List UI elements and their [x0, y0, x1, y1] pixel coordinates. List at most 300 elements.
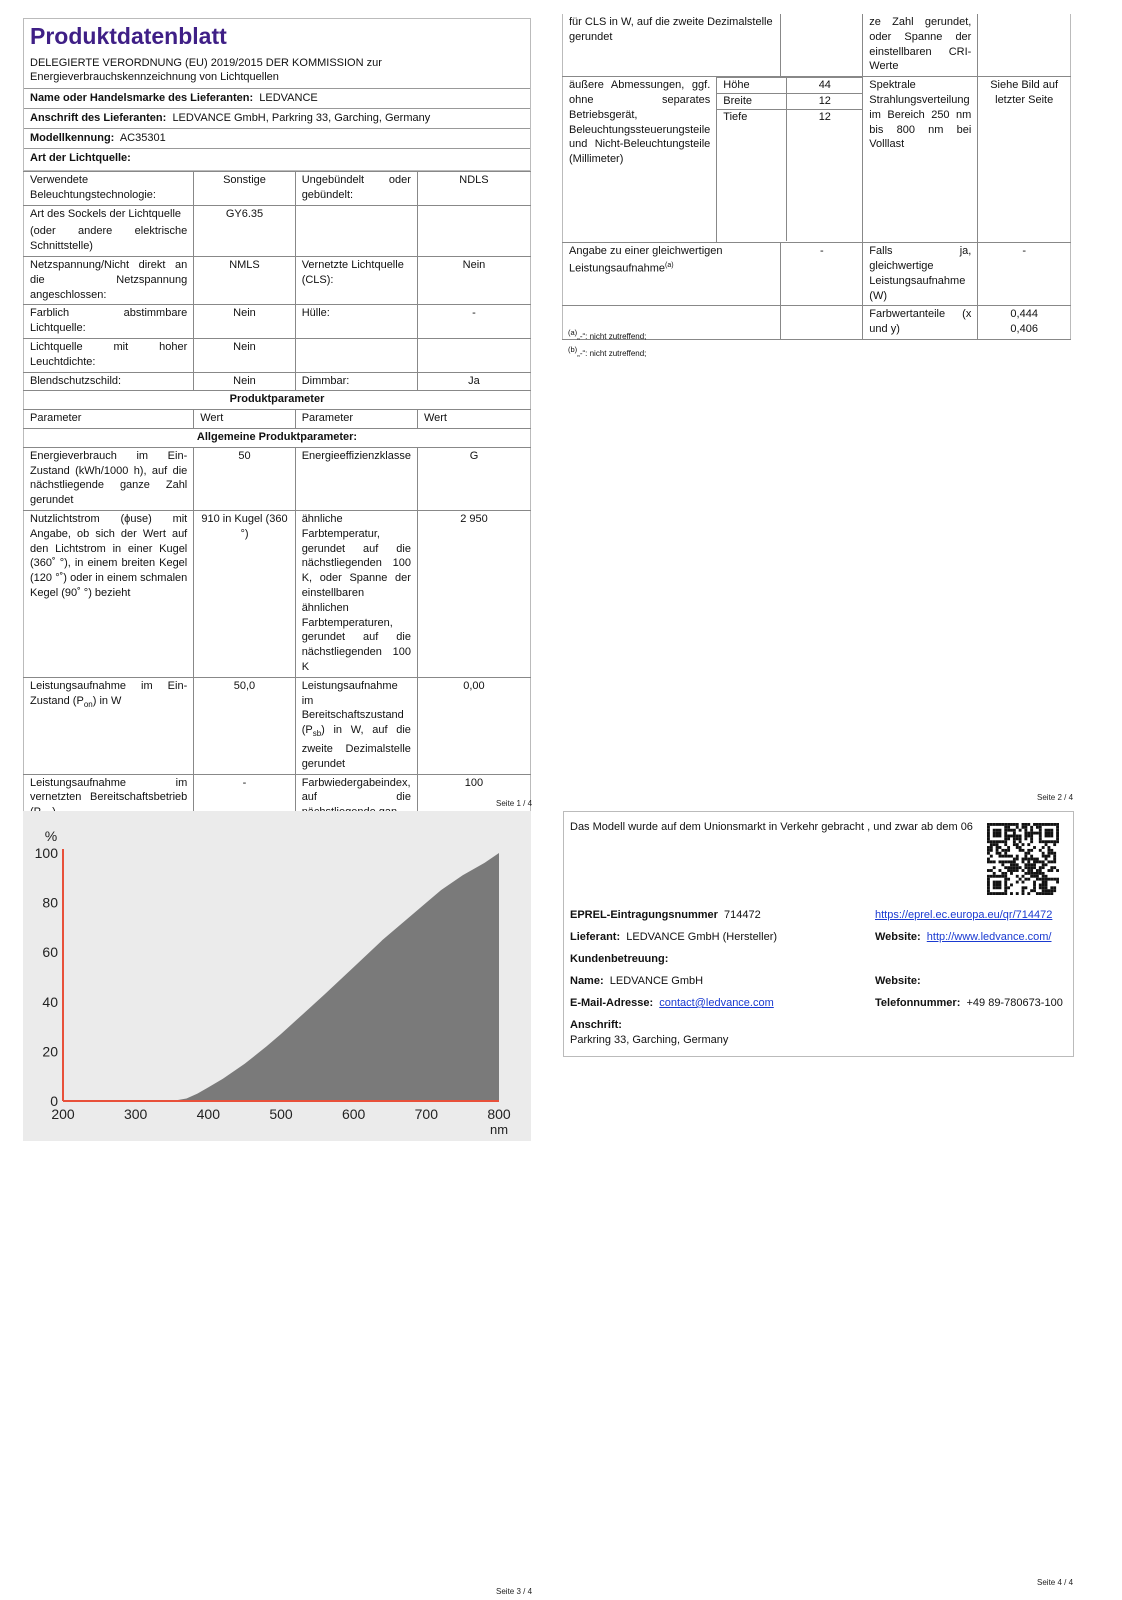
qr-module — [1013, 866, 1016, 869]
qr-module — [990, 860, 993, 863]
qr-module — [1036, 878, 1039, 881]
website2-row — [875, 975, 921, 987]
qr-module — [1027, 869, 1030, 872]
footnote-a — [568, 326, 646, 344]
qr-module — [1024, 878, 1027, 881]
table-row — [563, 77, 1071, 243]
qr-module — [1004, 840, 1007, 843]
eprel-label: EPREL-Eintragungsnummer — [570, 909, 718, 921]
qr-module — [1030, 849, 1033, 852]
qr-module — [1004, 886, 1007, 889]
qr-module — [1024, 866, 1027, 869]
qr-module — [1016, 835, 1019, 838]
eprel-link[interactable]: https://eprel.ec.europa.eu/qr/714472 — [875, 909, 1053, 921]
page-title: Produktdatenblatt — [30, 23, 227, 49]
qr-module — [993, 835, 996, 838]
qr-module — [1036, 875, 1039, 878]
qr-module — [996, 883, 999, 886]
qr-module — [1045, 883, 1048, 886]
qr-module — [993, 832, 996, 835]
param-cell: Energieeffizienzklasse — [295, 447, 417, 510]
qr-module — [1016, 866, 1019, 869]
qr-module — [1053, 889, 1056, 892]
supplier-address-label: Anschrift des Lieferanten: — [30, 112, 167, 124]
qr-module — [1019, 835, 1022, 838]
value-cell: Sonstige — [194, 172, 295, 206]
value-cell: 910 in Kugel (360 °) — [194, 510, 295, 677]
model-label: Modellkennung: — [30, 132, 115, 144]
qr-module — [1013, 869, 1016, 872]
table-row — [24, 338, 531, 372]
qr-module — [999, 835, 1002, 838]
qr-module — [1004, 849, 1007, 852]
qr-module — [990, 855, 993, 858]
qr-module — [1045, 858, 1048, 861]
qr-module — [1039, 837, 1042, 840]
qr-module — [1053, 852, 1056, 855]
qr-module — [1050, 886, 1053, 889]
qr-module — [1042, 892, 1045, 895]
qr-module — [1039, 840, 1042, 843]
email-row — [570, 997, 774, 1009]
website-link[interactable]: http://www.ledvance.com/ — [926, 931, 1052, 943]
qr-module — [1016, 863, 1019, 866]
qr-module — [987, 892, 990, 895]
value-cell: Nein — [194, 305, 295, 339]
qr-module — [1027, 832, 1030, 835]
qr-module — [1056, 829, 1059, 832]
qr-module — [1039, 883, 1042, 886]
qr-module — [1004, 832, 1007, 835]
qr-module — [1047, 852, 1050, 855]
qr-module — [987, 869, 990, 872]
qr-module — [996, 875, 999, 878]
dimension-row — [717, 109, 862, 241]
qr-module — [1030, 829, 1033, 832]
email-link[interactable]: contact@ledvance.com — [659, 997, 774, 1009]
qr-module — [1053, 840, 1056, 843]
qr-module — [1030, 840, 1033, 843]
qr-module — [999, 881, 1002, 884]
qr-module — [1042, 881, 1045, 884]
table-row — [24, 428, 531, 447]
qr-module — [1047, 840, 1050, 843]
qr-module — [1050, 832, 1053, 835]
qr-module — [1016, 823, 1019, 826]
y-axis-label: % — [44, 828, 58, 844]
qr-module — [996, 849, 999, 852]
qr-module — [993, 840, 996, 843]
qr-module — [990, 849, 993, 852]
qr-module — [987, 889, 990, 892]
qr-module — [1027, 892, 1030, 895]
qr-module — [1042, 886, 1045, 889]
qr-module — [1007, 823, 1010, 826]
qr-module — [1001, 892, 1004, 895]
spec-table — [23, 171, 531, 826]
name-row — [570, 975, 703, 987]
x-tick-label: 600 — [341, 1106, 366, 1122]
qr-module — [1016, 892, 1019, 895]
value-cell: - — [194, 774, 295, 826]
qr-module — [1042, 889, 1045, 892]
table-row — [24, 447, 531, 510]
value-cell: NMLS — [194, 256, 295, 304]
qr-module — [1045, 875, 1048, 878]
address-value: Parkring 33, Garching, Germany — [570, 1034, 729, 1046]
model-id: AC35301 — [119, 132, 166, 144]
qr-module — [1036, 872, 1039, 875]
power-on-sub: on — [83, 699, 93, 709]
param-cell: Lichtquelle mit hoher Leuchtdichte: — [24, 338, 194, 372]
qr-module — [1010, 823, 1013, 826]
qr-module — [1016, 843, 1019, 846]
qr-module — [993, 843, 996, 846]
qr-module — [1007, 826, 1010, 829]
qr-module — [999, 892, 1002, 895]
qr-module — [1027, 866, 1030, 869]
qr-module — [1050, 823, 1053, 826]
qr-module — [1024, 855, 1027, 858]
column-header: Parameter — [295, 410, 417, 429]
qr-module — [1042, 855, 1045, 858]
qr-module — [1016, 858, 1019, 861]
qr-module — [1022, 860, 1025, 863]
value-cell: NDLS — [417, 172, 530, 206]
qr-module — [987, 881, 990, 884]
qr-module — [1007, 846, 1010, 849]
param-cell: Verwendete Beleuchtungstechnologie: — [24, 172, 194, 206]
qr-module — [1045, 878, 1048, 881]
qr-module — [987, 826, 990, 829]
qr-module — [1039, 892, 1042, 895]
qr-module — [1024, 863, 1027, 866]
qr-module — [1045, 889, 1048, 892]
param-cell: Blendschutzschild: — [24, 372, 194, 391]
qr-module — [1007, 835, 1010, 838]
qr-module — [996, 823, 999, 826]
customer-label: Kundenbetreuung: — [570, 953, 669, 965]
qr-module — [1053, 860, 1056, 863]
qr-module — [1033, 886, 1036, 889]
qr-module — [996, 881, 999, 884]
model-row — [24, 128, 530, 148]
qr-module — [996, 829, 999, 832]
qr-module — [1045, 835, 1048, 838]
empty-cell — [781, 306, 863, 340]
qr-module — [1030, 826, 1033, 829]
qr-module — [1022, 869, 1025, 872]
qr-module — [1004, 826, 1007, 829]
page-4-number: Seite 4 / 4 — [1037, 1578, 1074, 1587]
equiv-power-label: Falls ja, gleichwertige Leistungsaufnahme (W) — [863, 243, 978, 306]
qr-module — [1042, 852, 1045, 855]
qr-module — [987, 849, 990, 852]
supplier-address: LEDVANCE GmbH, Parkring 33, Garching, Germany — [172, 112, 431, 124]
qr-module — [1039, 823, 1042, 826]
qr-module — [1007, 849, 1010, 852]
qr-module — [1024, 886, 1027, 889]
customer-row — [570, 953, 668, 965]
qr-module — [1053, 886, 1056, 889]
qr-module — [1056, 826, 1059, 829]
qr-module — [1050, 889, 1053, 892]
qr-module — [990, 846, 993, 849]
qr-module — [1030, 835, 1033, 838]
qr-module — [1030, 869, 1033, 872]
qr-module — [1053, 823, 1056, 826]
qr-module — [1024, 852, 1027, 855]
qr-module — [1036, 860, 1039, 863]
qr-module — [1013, 843, 1016, 846]
qr-module — [1045, 855, 1048, 858]
param-cell — [295, 205, 417, 256]
qr-module — [1047, 892, 1050, 895]
param-cell: Dimmbar: — [295, 372, 417, 391]
qr-module — [1039, 878, 1042, 881]
qr-module — [1007, 886, 1010, 889]
spectral-label: Spektrale Strahlungsverteilung im Bereich 250 nm bis 800 nm bei Volllast — [863, 77, 978, 243]
qr-module — [993, 886, 996, 889]
qr-module — [1022, 843, 1025, 846]
qr-module — [1050, 892, 1053, 895]
qr-module — [1056, 837, 1059, 840]
qr-module — [1024, 835, 1027, 838]
qr-module — [1001, 840, 1004, 843]
page-2-number: Seite 2 / 4 — [1037, 793, 1074, 802]
qr-module — [1045, 886, 1048, 889]
qr-module — [1039, 866, 1042, 869]
qr-module — [1056, 869, 1059, 872]
qr-module — [1039, 849, 1042, 852]
qr-module — [1019, 846, 1022, 849]
spec-table-continued — [562, 14, 1071, 340]
qr-module — [1004, 837, 1007, 840]
qr-module — [1013, 832, 1016, 835]
supplier-name-label: Name oder Handelsmarke des Lieferanten: — [30, 92, 254, 104]
equiv-power-value: - — [978, 243, 1071, 306]
dimension-row — [717, 93, 862, 109]
qr-module — [1016, 846, 1019, 849]
qr-module — [1024, 832, 1027, 835]
qr-module — [1024, 872, 1027, 875]
qr-module — [993, 860, 996, 863]
qr-module — [999, 852, 1002, 855]
qr-module — [1004, 823, 1007, 826]
qr-module — [987, 829, 990, 832]
qr-module — [999, 855, 1002, 858]
qr-module — [1004, 881, 1007, 884]
qr-module — [1027, 858, 1030, 861]
qr-module — [1019, 840, 1022, 843]
qr-module — [1013, 835, 1016, 838]
qr-module — [1010, 860, 1013, 863]
supplier-name-row — [24, 88, 530, 108]
dimensions-table — [717, 77, 862, 241]
qr-module — [1010, 829, 1013, 832]
qr-module — [1045, 829, 1048, 832]
qr-module — [990, 875, 993, 878]
qr-module — [1045, 832, 1048, 835]
dimension-row — [717, 78, 862, 94]
qr-module — [1045, 843, 1048, 846]
market-text: Das Modell wurde auf dem Unionsmarkt in Verkehr gebracht , und zwar ab dem 06 — [570, 821, 973, 833]
dimension-name: Tiefe — [717, 109, 787, 241]
table-row — [24, 372, 531, 391]
qr-module — [1053, 878, 1056, 881]
qr-module — [1022, 875, 1025, 878]
qr-module — [1042, 883, 1045, 886]
qr-module — [1022, 849, 1025, 852]
qr-module — [987, 858, 990, 861]
qr-module — [1024, 826, 1027, 829]
chroma-y: 0,406 — [1010, 323, 1038, 336]
table-row — [24, 410, 531, 429]
qr-module — [1053, 855, 1056, 858]
table-row — [563, 243, 1071, 306]
footnote-b-mark: (b) — [568, 345, 578, 354]
qr-module — [999, 846, 1002, 849]
dimension-value: 44 — [787, 78, 862, 94]
qr-module — [987, 883, 990, 886]
eprel-row — [570, 909, 761, 921]
qr-module — [1050, 860, 1053, 863]
qr-module — [1027, 835, 1030, 838]
email-label: E-Mail-Adresse: — [570, 997, 654, 1009]
qr-module — [993, 866, 996, 869]
qr-module — [1047, 835, 1050, 838]
qr-module — [1053, 858, 1056, 861]
qr-module — [1004, 883, 1007, 886]
qr-module — [1036, 832, 1039, 835]
qr-module — [1053, 866, 1056, 869]
qr-module — [993, 875, 996, 878]
qr-module — [1016, 881, 1019, 884]
param-cell: Energieverbrauch im Ein-Zustand (kWh/1000 h), auf die nächstliegende ganze Zahl gerundet — [24, 447, 194, 510]
net-standby-label: Leistungsaufnahme im vernetzten Bereitschaftsbetrieb — [30, 776, 188, 804]
qr-module — [1001, 863, 1004, 866]
qr-module — [1010, 869, 1013, 872]
power-on-label: Leistungsaufnahme im Ein-Zustand (P — [30, 679, 188, 707]
qr-module — [1027, 863, 1030, 866]
name-value: LEDVANCE GmbH — [609, 975, 704, 987]
qr-module — [1001, 875, 1004, 878]
phone-row — [875, 997, 1063, 1009]
qr-module — [1013, 860, 1016, 863]
qr-module — [1030, 889, 1033, 892]
qr-module — [1050, 829, 1053, 832]
qr-module — [987, 860, 990, 863]
qr-module — [999, 875, 1002, 878]
qr-module — [999, 886, 1002, 889]
qr-module — [1022, 889, 1025, 892]
phone-label: Telefonnummer: — [875, 997, 961, 1009]
standby-label: Leistungsaufnahme im Bereitschaftszustand (P — [301, 679, 404, 737]
qr-module — [1039, 826, 1042, 829]
general-params-header: Allgemeine Produktparameter: — [24, 428, 531, 447]
qr-module — [1027, 878, 1030, 881]
equiv-label-text: Angabe zu einer gleichwertigen Leistungsaufnahme — [569, 245, 723, 275]
page-1 — [23, 18, 531, 826]
param-cell: Vernetzte Lichtquelle (CLS): — [295, 256, 417, 304]
qr-module — [1045, 840, 1048, 843]
chroma-label: Farbwertanteile (x und y) — [863, 306, 978, 340]
y-tick-label: 0 — [50, 1093, 58, 1109]
qr-module — [1050, 849, 1053, 852]
qr-module — [1027, 823, 1030, 826]
table-row — [24, 391, 531, 410]
qr-module — [1036, 826, 1039, 829]
qr-module — [1001, 855, 1004, 858]
address-label: Anschrift: — [570, 1019, 622, 1031]
qr-module — [999, 860, 1002, 863]
qr-module — [1022, 881, 1025, 884]
qr-module — [1030, 855, 1033, 858]
qr-module — [996, 843, 999, 846]
qr-module — [987, 852, 990, 855]
qr-module — [1007, 866, 1010, 869]
qr-module — [1024, 823, 1027, 826]
page-1-header — [23, 18, 531, 171]
spectral-chart — [23, 811, 531, 1141]
value-cell: 50,0 — [194, 677, 295, 774]
qr-module — [987, 835, 990, 838]
qr-module — [996, 892, 999, 895]
qr-module — [1042, 846, 1045, 849]
column-header: Wert — [194, 410, 295, 429]
qr-module — [1047, 860, 1050, 863]
qr-module — [1045, 823, 1048, 826]
qr-module — [1013, 863, 1016, 866]
qr-module — [1019, 837, 1022, 840]
param-cell — [24, 677, 194, 774]
website-label: Website: — [875, 931, 921, 943]
qr-module — [993, 883, 996, 886]
qr-module — [999, 832, 1002, 835]
qr-module — [1013, 823, 1016, 826]
qr-module — [1030, 832, 1033, 835]
table-row — [563, 14, 1071, 77]
x-tick-label: 200 — [51, 1106, 75, 1122]
qr-module — [1022, 892, 1025, 895]
qr-module — [1024, 829, 1027, 832]
qr-module — [1047, 832, 1050, 835]
qr-module — [1056, 835, 1059, 838]
standby-sub: sb — [312, 729, 322, 739]
qr-module — [1001, 849, 1004, 852]
qr-module — [1016, 837, 1019, 840]
qr-module — [1019, 878, 1022, 881]
address-row — [570, 1019, 622, 1031]
table-row — [24, 205, 531, 256]
qr-module — [1042, 860, 1045, 863]
qr-module — [1033, 889, 1036, 892]
qr-module — [987, 837, 990, 840]
qr-module — [990, 869, 993, 872]
qr-module — [1010, 863, 1013, 866]
qr-module — [1030, 866, 1033, 869]
footnote-b-text: „-“: nicht zutreffend; — [577, 349, 647, 358]
qr-module — [999, 829, 1002, 832]
qr-module — [1033, 860, 1036, 863]
y-tick-label: 60 — [42, 944, 58, 961]
qr-module — [1001, 823, 1004, 826]
dimensions-cell — [717, 77, 863, 243]
supplier-label: Lieferant: — [570, 931, 621, 943]
qr-module — [1013, 837, 1016, 840]
qr-module — [990, 892, 993, 895]
qr-module — [1033, 881, 1036, 884]
